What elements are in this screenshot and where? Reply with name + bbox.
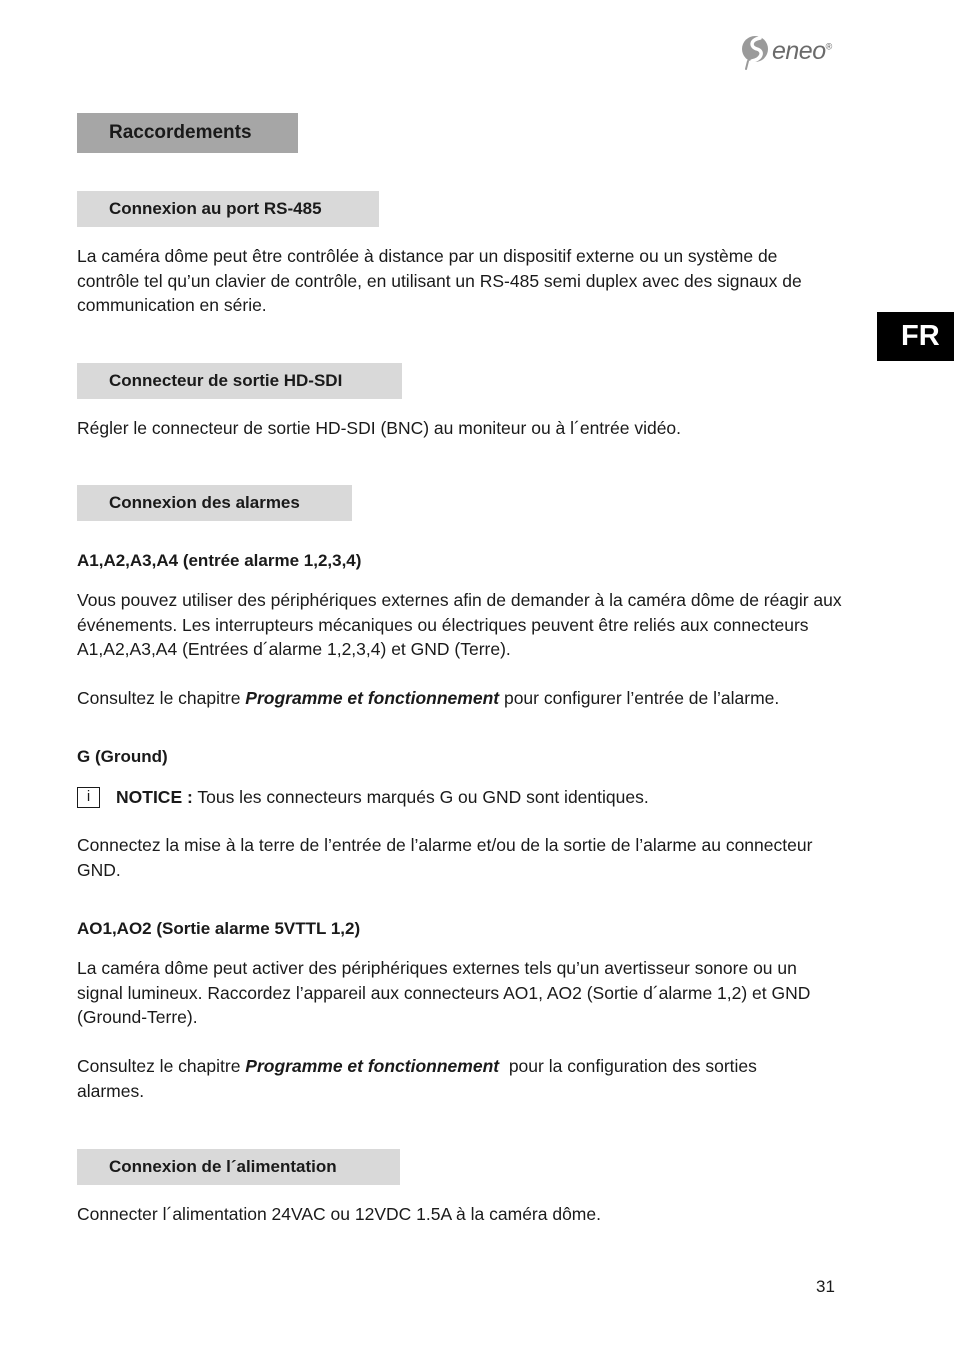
ground-text: Connectez la mise à la terre de l’entrée de l’alarme et/ou de la sortie de l’alarme au connecteur GND. [77,835,813,880]
alarm-inputs-heading: A1,A2,A3,A4 (entrée alarme 1,2,3,4) [77,551,362,570]
rs485-heading: Connexion au port RS-485 [77,191,379,227]
ground-heading: G (Ground) [77,747,168,766]
hdsdi-heading: Connecteur de sortie HD-SDI [77,363,402,399]
alarms-heading: Connexion des alarmes [77,485,352,521]
alarm-inputs-text: Vous pouvez utiliser des périphériques externes afin de demander à la caméra dôme de réagir aux événements. Les interrupteurs mécaniques ou électriques peuvent être reliés aux connecteurs A1,A2,A3,A4 (Entrées d´alarme 1,2,3,4) et GND (Terre). [77,590,842,660]
alarm-outputs-text: La caméra dôme peut activer des périphériques externes tels qu’un avertisseur sonore ou un signal lumineux. Raccordez l’appareil aux connecteurs AO1, AO2 (Sortie d´alarme 1,2) et GND (Ground-Terre). [77,958,811,1028]
chapter-reference: Programme et fonctionnement [245,1056,500,1076]
brand-logo-text: eneo® [772,36,832,65]
alarm-inputs-reference: Consultez le chapitre Programme et fonctionnement pour configurer l’entrée de l’alarme. [77,688,780,708]
brand-logo [740,30,840,72]
eneo-swirl-icon [740,31,774,71]
power-text: Connecter l´alimentation 24VAC ou 12VDC 1.5A à la caméra dôme. [77,1204,601,1224]
alarm-outputs-heading: AO1,AO2 (Sortie alarme 5VTTL 1,2) [77,919,361,938]
page-number: 31 [816,1277,835,1296]
info-icon: i [77,787,100,808]
alarm-outputs-reference: Consultez le chapitre Programme et fonctionnement pour la configuration des sorties alarmes. [77,1056,762,1101]
power-heading: Connexion de l´alimentation [77,1149,400,1185]
hdsdi-text: Régler le connecteur de sortie HD-SDI (BNC) au moniteur ou à l´entrée vidéo. [77,418,682,438]
notice-label: NOTICE : [116,787,193,807]
language-tab: FR [877,312,954,361]
section-title: Raccordements [77,113,298,153]
notice: NOTICE : Tous les connecteurs marqués G ou GND sont identiques. [116,787,649,807]
rs485-text: La caméra dôme peut être contrôlée à distance par un dispositif externe ou un système de contrôle tel qu’un clavier de contrôle, en utilisant un RS-485 semi duplex avec des signaux de communication en série. [77,246,802,316]
chapter-reference: Programme et fonctionnement [245,688,500,708]
